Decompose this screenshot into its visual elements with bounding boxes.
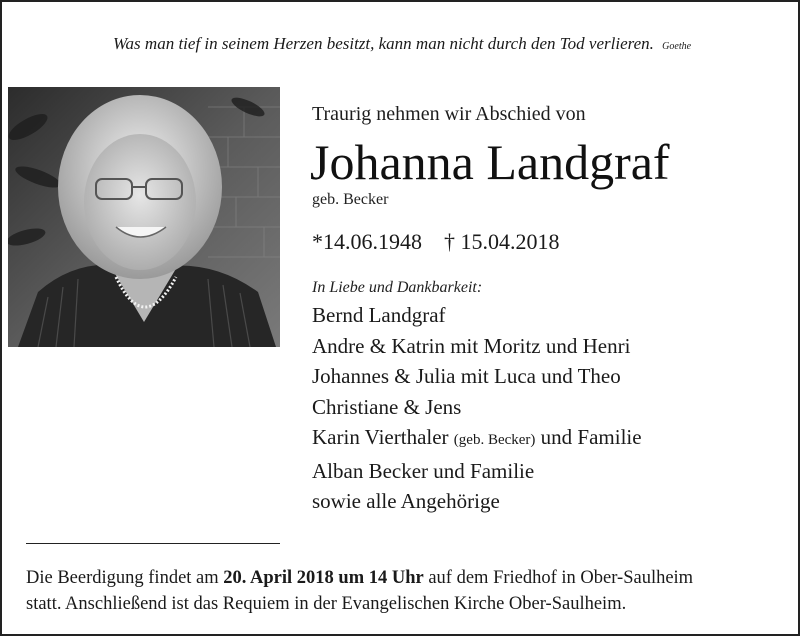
portrait-image	[8, 87, 280, 347]
family-line: Andre & Katrin mit Moritz und Henri	[312, 333, 631, 358]
birth-symbol: *	[312, 229, 323, 254]
death-date: 15.04.2018	[460, 229, 560, 254]
family-line	[312, 422, 792, 456]
quote-text: Was man tief in seinem Herzen besitzt, kann man nicht durch den Tod verlieren.	[112, 34, 654, 53]
funeral-info	[26, 565, 786, 617]
obituary-main	[312, 100, 792, 517]
funeral-line-1	[26, 565, 786, 591]
family-list	[312, 300, 792, 517]
life-dates	[312, 228, 792, 256]
family-line: sowie alle Angehörige	[312, 489, 500, 513]
divider	[26, 543, 280, 544]
maiden-name: geb. Becker	[312, 191, 389, 208]
family-line: Alban Becker und Familie	[312, 458, 535, 483]
quote-author: Goethe	[662, 41, 692, 52]
funeral-date-time: 20. April 2018 um 14 Uhr	[223, 568, 424, 588]
deceased-name: Johanna Landgraf	[310, 134, 670, 190]
family-line-note: (geb. Becker)	[453, 432, 536, 448]
family-line-rest: und Familie	[540, 425, 642, 449]
funeral-text: auf dem Friedhof in Ober-Saulheim	[428, 568, 694, 588]
birth-date: 14.06.1948	[323, 229, 422, 254]
family-line-name: Karin Vierthaler	[312, 425, 449, 449]
family-line: Christiane & Jens	[312, 394, 462, 419]
death-symbol: †	[444, 229, 455, 254]
intro-text: Traurig nehmen wir Abschied von	[312, 103, 586, 125]
funeral-text: Die Beerdigung findet am	[26, 568, 219, 588]
family-line: Bernd Landgraf	[312, 303, 446, 327]
funeral-line-2: statt. Anschließend ist das Requiem in der Evangelischen Kirche Ober-Saulheim.	[26, 594, 627, 614]
thanks-label: In Liebe und Dankbarkeit:	[312, 279, 483, 296]
family-line: Johannes & Julia mit Luca und Theo	[312, 364, 621, 388]
quote	[2, 34, 800, 54]
portrait-photo	[8, 87, 280, 347]
